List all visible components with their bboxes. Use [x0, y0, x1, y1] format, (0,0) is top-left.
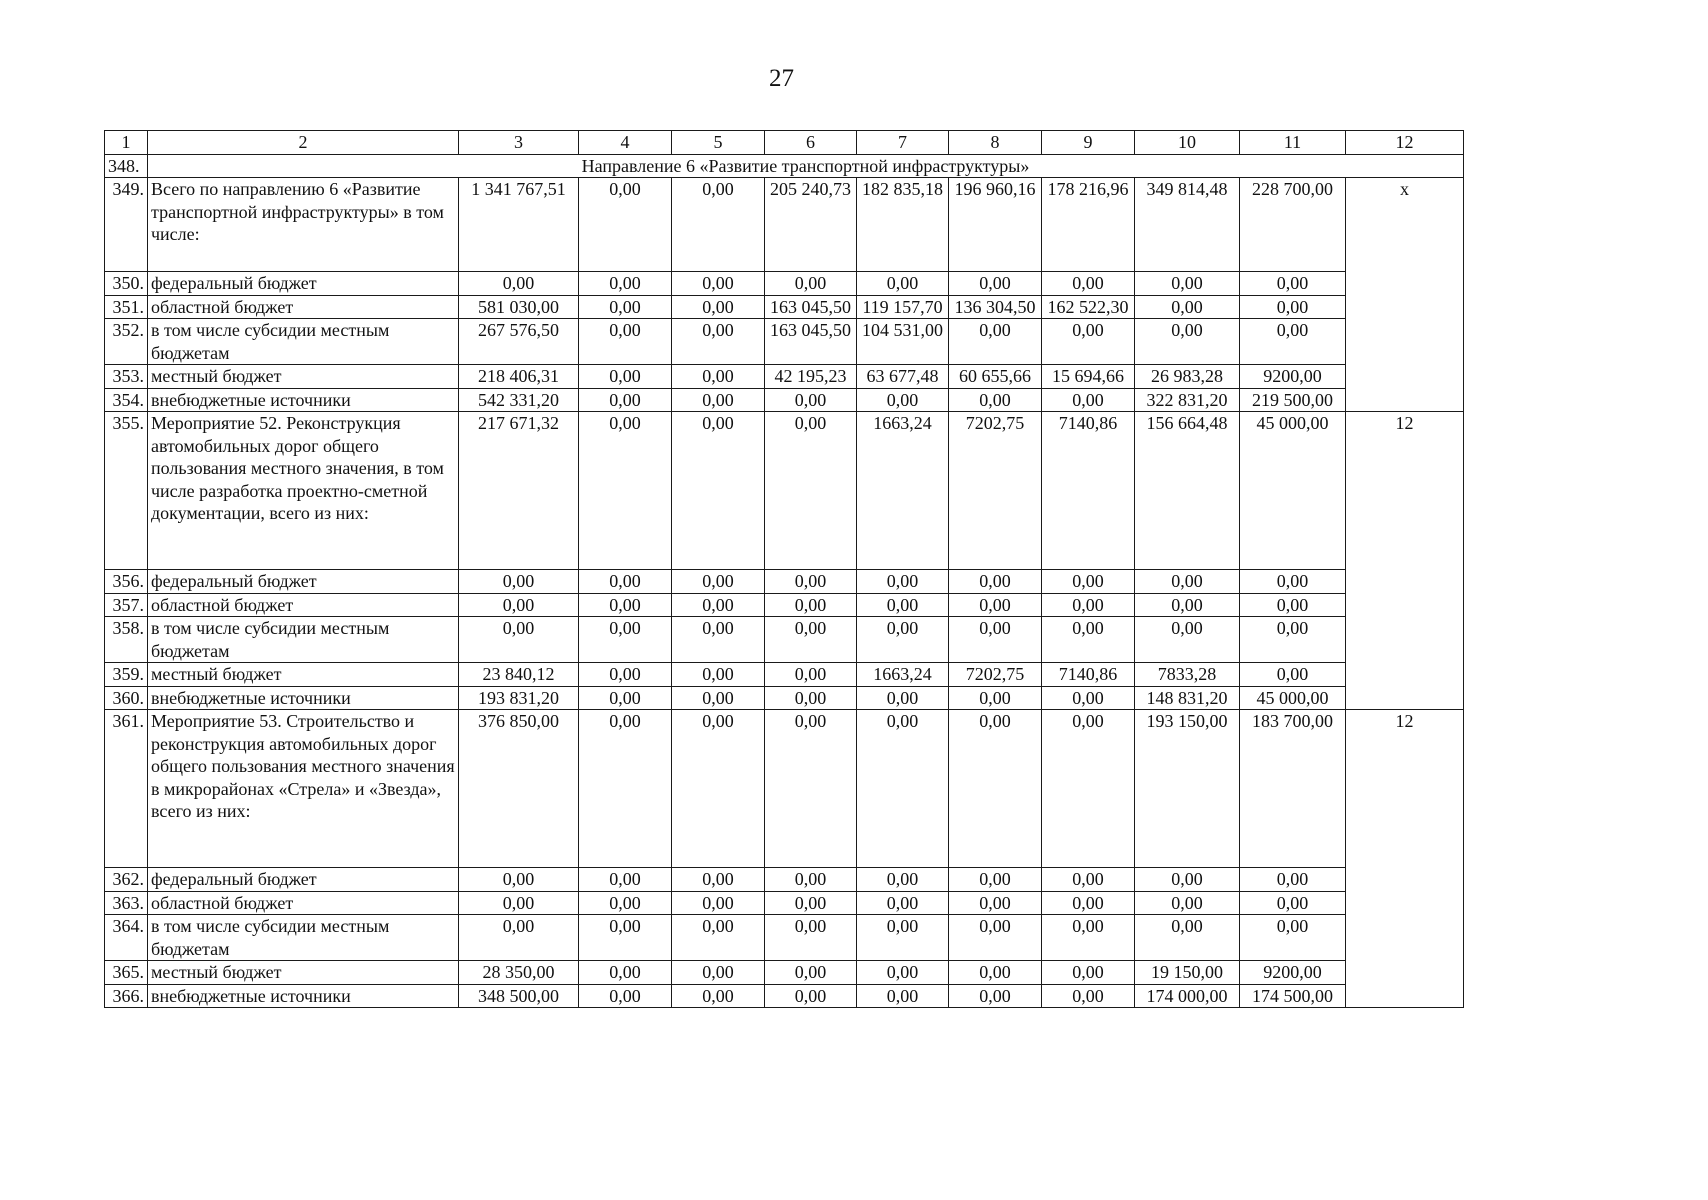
- value-cell-col-9: 0,00: [1042, 961, 1135, 985]
- value-cell-col-11: 45 000,00: [1240, 686, 1346, 710]
- value-cell-col-8: 136 304,50: [949, 295, 1042, 319]
- row-number: 355.: [105, 412, 148, 570]
- value-cell-col-11: 0,00: [1240, 915, 1346, 961]
- value-cell-col-11: 0,00: [1240, 663, 1346, 687]
- value-cell-col-8: 7202,75: [949, 412, 1042, 570]
- value-cell-col-4: 0,00: [579, 710, 672, 868]
- column-header: 1: [105, 131, 148, 155]
- column-header: 9: [1042, 131, 1135, 155]
- value-cell-col-3: 23 840,12: [459, 663, 579, 687]
- row-number: 365.: [105, 961, 148, 985]
- value-cell-col-3: 581 030,00: [459, 295, 579, 319]
- value-cell-col-5: 0,00: [672, 365, 765, 389]
- value-cell-col-9: 7140,86: [1042, 663, 1135, 687]
- row-number: 354.: [105, 388, 148, 412]
- value-cell-col-7: 0,00: [857, 710, 949, 868]
- value-cell-col-4: 0,00: [579, 686, 672, 710]
- table-row: [105, 710, 1464, 868]
- value-cell-col-11: 45 000,00: [1240, 412, 1346, 570]
- row-number: 361.: [105, 710, 148, 868]
- value-cell-col-4: 0,00: [579, 295, 672, 319]
- value-cell-col-3: 0,00: [459, 891, 579, 915]
- value-cell-col-5: 0,00: [672, 388, 765, 412]
- value-cell-col-8: 0,00: [949, 388, 1042, 412]
- value-cell-col-3: 0,00: [459, 570, 579, 594]
- value-cell-col-3: 267 576,50: [459, 319, 579, 365]
- value-cell-col-5: 0,00: [672, 570, 765, 594]
- value-cell-col-4: 0,00: [579, 891, 672, 915]
- value-cell-col-8: 0,00: [949, 961, 1042, 985]
- value-cell-col-9: 0,00: [1042, 272, 1135, 296]
- column-header: 12: [1346, 131, 1464, 155]
- value-cell-col-4: 0,00: [579, 663, 672, 687]
- value-cell-col-8: 0,00: [949, 891, 1042, 915]
- value-cell-col-11: 0,00: [1240, 319, 1346, 365]
- table-row: [105, 570, 1464, 594]
- row-label: внебюджетные источники: [148, 686, 459, 710]
- value-cell-col-3: 217 671,32: [459, 412, 579, 570]
- value-cell-col-11: 9200,00: [1240, 365, 1346, 389]
- row-number: 364.: [105, 915, 148, 961]
- value-cell-col-5: 0,00: [672, 593, 765, 617]
- value-cell-col-10: 0,00: [1135, 915, 1240, 961]
- value-cell-col-7: 0,00: [857, 891, 949, 915]
- value-cell-col-7: 0,00: [857, 570, 949, 594]
- section-row: [105, 154, 1464, 178]
- value-cell-col-4: 0,00: [579, 178, 672, 272]
- value-cell-col-6: 163 045,50: [765, 319, 857, 365]
- value-cell-col-6: 0,00: [765, 915, 857, 961]
- value-cell-col-8: 196 960,16: [949, 178, 1042, 272]
- value-cell-col-7: 0,00: [857, 984, 949, 1008]
- table-row: [105, 915, 1464, 961]
- value-cell-col-6: 0,00: [765, 891, 857, 915]
- value-cell-col-7: 0,00: [857, 617, 949, 663]
- value-cell-col-6: 0,00: [765, 593, 857, 617]
- value-cell-col-8: 0,00: [949, 686, 1042, 710]
- value-cell-col-8: 0,00: [949, 984, 1042, 1008]
- value-cell-col-8: 0,00: [949, 868, 1042, 892]
- table-row: [105, 984, 1464, 1008]
- value-cell-col-8: 0,00: [949, 593, 1042, 617]
- value-cell-col-11: 219 500,00: [1240, 388, 1346, 412]
- value-cell-col-10: 0,00: [1135, 593, 1240, 617]
- column-header: 4: [579, 131, 672, 155]
- table-row: [105, 412, 1464, 570]
- value-cell-col-6: 163 045,50: [765, 295, 857, 319]
- row-number: 351.: [105, 295, 148, 319]
- value-cell-col-8: 0,00: [949, 272, 1042, 296]
- value-cell-col-5: 0,00: [672, 710, 765, 868]
- value-cell-col-11: 174 500,00: [1240, 984, 1346, 1008]
- column-header: 8: [949, 131, 1042, 155]
- value-cell-col-11: 0,00: [1240, 272, 1346, 296]
- value-cell-col-5: 0,00: [672, 984, 765, 1008]
- value-cell-col-6: 0,00: [765, 868, 857, 892]
- table-body: [105, 131, 1464, 1008]
- column-header: 3: [459, 131, 579, 155]
- column-header: 2: [148, 131, 459, 155]
- value-cell-col-4: 0,00: [579, 984, 672, 1008]
- row-label: областной бюджет: [148, 295, 459, 319]
- row-number: 349.: [105, 178, 148, 272]
- value-cell-col-10: 0,00: [1135, 868, 1240, 892]
- value-cell-col-9: 0,00: [1042, 984, 1135, 1008]
- table-row: [105, 388, 1464, 412]
- row-number: 359.: [105, 663, 148, 687]
- value-cell-col-7: 182 835,18: [857, 178, 949, 272]
- value-cell-col-11: 9200,00: [1240, 961, 1346, 985]
- value-cell-col-10: 0,00: [1135, 319, 1240, 365]
- value-cell-col-7: 0,00: [857, 686, 949, 710]
- value-cell-col-5: 0,00: [672, 617, 765, 663]
- budget-table: [104, 130, 1464, 1008]
- value-cell-col-3: 376 850,00: [459, 710, 579, 868]
- value-cell-col-4: 0,00: [579, 272, 672, 296]
- value-cell-col-9: 0,00: [1042, 686, 1135, 710]
- column-header: 5: [672, 131, 765, 155]
- value-cell-col-3: 193 831,20: [459, 686, 579, 710]
- value-cell-col-7: 1663,24: [857, 412, 949, 570]
- value-cell-col-6: 0,00: [765, 961, 857, 985]
- value-cell-col-7: 0,00: [857, 868, 949, 892]
- value-cell-col-9: 0,00: [1042, 891, 1135, 915]
- column-header-row: [105, 131, 1464, 155]
- value-cell-col-5: 0,00: [672, 295, 765, 319]
- value-cell-col-10: 174 000,00: [1135, 984, 1240, 1008]
- table-row: [105, 272, 1464, 296]
- value-cell-col-4: 0,00: [579, 412, 672, 570]
- col12-cell: 12: [1346, 412, 1464, 710]
- row-label: в том числе субсидии местным бюджетам: [148, 915, 459, 961]
- row-label: местный бюджет: [148, 365, 459, 389]
- table-row: [105, 593, 1464, 617]
- row-number: 358.: [105, 617, 148, 663]
- value-cell-col-10: 7833,28: [1135, 663, 1240, 687]
- value-cell-col-9: 0,00: [1042, 388, 1135, 412]
- value-cell-col-3: 1 341 767,51: [459, 178, 579, 272]
- row-label: областной бюджет: [148, 891, 459, 915]
- value-cell-col-3: 0,00: [459, 617, 579, 663]
- value-cell-col-11: 0,00: [1240, 593, 1346, 617]
- column-header: 10: [1135, 131, 1240, 155]
- section-number: 348.: [105, 154, 148, 178]
- row-label: федеральный бюджет: [148, 272, 459, 296]
- row-label: местный бюджет: [148, 663, 459, 687]
- value-cell-col-9: 0,00: [1042, 915, 1135, 961]
- value-cell-col-3: 0,00: [459, 272, 579, 296]
- col12-cell: х: [1346, 178, 1464, 412]
- value-cell-col-4: 0,00: [579, 593, 672, 617]
- value-cell-col-4: 0,00: [579, 319, 672, 365]
- row-number: 356.: [105, 570, 148, 594]
- value-cell-col-11: 0,00: [1240, 891, 1346, 915]
- value-cell-col-11: 0,00: [1240, 295, 1346, 319]
- row-number: 353.: [105, 365, 148, 389]
- row-label: областной бюджет: [148, 593, 459, 617]
- row-label: Всего по направлению 6 «Развитие транспортной инфраструктуры» в том числе:: [148, 178, 459, 272]
- value-cell-col-9: 0,00: [1042, 570, 1135, 594]
- value-cell-col-6: 0,00: [765, 984, 857, 1008]
- value-cell-col-3: 28 350,00: [459, 961, 579, 985]
- row-label: федеральный бюджет: [148, 868, 459, 892]
- value-cell-col-11: 183 700,00: [1240, 710, 1346, 868]
- value-cell-col-3: 218 406,31: [459, 365, 579, 389]
- col12-cell: 12: [1346, 710, 1464, 1008]
- value-cell-col-5: 0,00: [672, 412, 765, 570]
- value-cell-col-7: 0,00: [857, 272, 949, 296]
- value-cell-col-3: 0,00: [459, 868, 579, 892]
- value-cell-col-10: 0,00: [1135, 295, 1240, 319]
- row-label: в том числе субсидии местным бюджетам: [148, 617, 459, 663]
- value-cell-col-3: 542 331,20: [459, 388, 579, 412]
- value-cell-col-7: 0,00: [857, 388, 949, 412]
- column-header: 11: [1240, 131, 1346, 155]
- row-number: 366.: [105, 984, 148, 1008]
- value-cell-col-4: 0,00: [579, 617, 672, 663]
- value-cell-col-6: 205 240,73: [765, 178, 857, 272]
- value-cell-col-11: 0,00: [1240, 868, 1346, 892]
- value-cell-col-5: 0,00: [672, 686, 765, 710]
- value-cell-col-4: 0,00: [579, 570, 672, 594]
- row-label: Мероприятие 53. Строительство и реконструкция автомобильных дорог общего пользования местного значения в микрорайонах «Стрела» и «Звезда», всего из них:: [148, 710, 459, 868]
- value-cell-col-9: 178 216,96: [1042, 178, 1135, 272]
- page-number: 27: [769, 65, 794, 92]
- value-cell-col-10: 0,00: [1135, 272, 1240, 296]
- value-cell-col-9: 0,00: [1042, 868, 1135, 892]
- value-cell-col-8: 60 655,66: [949, 365, 1042, 389]
- row-label: Мероприятие 52. Реконструкция автомобильных дорог общего пользования местного значения, в том числе разработка проектно-сметной документации, всего из них:: [148, 412, 459, 570]
- value-cell-col-11: 0,00: [1240, 570, 1346, 594]
- table-row: [105, 319, 1464, 365]
- section-title: Направление 6 «Развитие транспортной инфраструктуры»: [148, 154, 1464, 178]
- value-cell-col-8: 0,00: [949, 915, 1042, 961]
- table-row: [105, 365, 1464, 389]
- table-row: [105, 663, 1464, 687]
- value-cell-col-9: 162 522,30: [1042, 295, 1135, 319]
- value-cell-col-10: 193 150,00: [1135, 710, 1240, 868]
- value-cell-col-9: 7140,86: [1042, 412, 1135, 570]
- row-number: 360.: [105, 686, 148, 710]
- row-number: 357.: [105, 593, 148, 617]
- value-cell-col-5: 0,00: [672, 961, 765, 985]
- value-cell-col-4: 0,00: [579, 365, 672, 389]
- value-cell-col-3: 0,00: [459, 593, 579, 617]
- value-cell-col-5: 0,00: [672, 915, 765, 961]
- value-cell-col-6: 0,00: [765, 412, 857, 570]
- value-cell-col-6: 0,00: [765, 617, 857, 663]
- value-cell-col-5: 0,00: [672, 319, 765, 365]
- column-header: 6: [765, 131, 857, 155]
- row-label: внебюджетные источники: [148, 984, 459, 1008]
- table-row: [105, 891, 1464, 915]
- value-cell-col-8: 0,00: [949, 617, 1042, 663]
- value-cell-col-10: 0,00: [1135, 570, 1240, 594]
- table-row: [105, 961, 1464, 985]
- value-cell-col-7: 0,00: [857, 915, 949, 961]
- value-cell-col-5: 0,00: [672, 663, 765, 687]
- value-cell-col-5: 0,00: [672, 178, 765, 272]
- value-cell-col-4: 0,00: [579, 961, 672, 985]
- value-cell-col-3: 348 500,00: [459, 984, 579, 1008]
- value-cell-col-10: 349 814,48: [1135, 178, 1240, 272]
- value-cell-col-6: 0,00: [765, 710, 857, 868]
- value-cell-col-11: 0,00: [1240, 617, 1346, 663]
- value-cell-col-9: 0,00: [1042, 593, 1135, 617]
- value-cell-col-10: 156 664,48: [1135, 412, 1240, 570]
- value-cell-col-6: 42 195,23: [765, 365, 857, 389]
- value-cell-col-7: 63 677,48: [857, 365, 949, 389]
- value-cell-col-9: 0,00: [1042, 617, 1135, 663]
- row-number: 352.: [105, 319, 148, 365]
- value-cell-col-5: 0,00: [672, 868, 765, 892]
- value-cell-col-6: 0,00: [765, 388, 857, 412]
- value-cell-col-7: 1663,24: [857, 663, 949, 687]
- value-cell-col-10: 322 831,20: [1135, 388, 1240, 412]
- value-cell-col-7: 104 531,00: [857, 319, 949, 365]
- value-cell-col-8: 0,00: [949, 710, 1042, 868]
- row-label: в том числе субсидии местным бюджетам: [148, 319, 459, 365]
- value-cell-col-6: 0,00: [765, 663, 857, 687]
- value-cell-col-10: 19 150,00: [1135, 961, 1240, 985]
- value-cell-col-4: 0,00: [579, 915, 672, 961]
- value-cell-col-6: 0,00: [765, 570, 857, 594]
- value-cell-col-4: 0,00: [579, 388, 672, 412]
- value-cell-col-6: 0,00: [765, 686, 857, 710]
- value-cell-col-5: 0,00: [672, 272, 765, 296]
- value-cell-col-6: 0,00: [765, 272, 857, 296]
- table-row: [105, 178, 1464, 272]
- value-cell-col-9: 15 694,66: [1042, 365, 1135, 389]
- value-cell-col-8: 0,00: [949, 570, 1042, 594]
- value-cell-col-10: 0,00: [1135, 617, 1240, 663]
- row-number: 363.: [105, 891, 148, 915]
- value-cell-col-3: 0,00: [459, 915, 579, 961]
- value-cell-col-9: 0,00: [1042, 710, 1135, 868]
- value-cell-col-4: 0,00: [579, 868, 672, 892]
- row-label: федеральный бюджет: [148, 570, 459, 594]
- row-label: внебюджетные источники: [148, 388, 459, 412]
- table-row: [105, 617, 1464, 663]
- value-cell-col-10: 26 983,28: [1135, 365, 1240, 389]
- value-cell-col-10: 148 831,20: [1135, 686, 1240, 710]
- table-row: [105, 686, 1464, 710]
- value-cell-col-7: 0,00: [857, 593, 949, 617]
- value-cell-col-7: 119 157,70: [857, 295, 949, 319]
- value-cell-col-8: 7202,75: [949, 663, 1042, 687]
- table-row: [105, 295, 1464, 319]
- table-row: [105, 868, 1464, 892]
- row-number: 362.: [105, 868, 148, 892]
- row-label: местный бюджет: [148, 961, 459, 985]
- value-cell-col-9: 0,00: [1042, 319, 1135, 365]
- value-cell-col-7: 0,00: [857, 961, 949, 985]
- row-number: 350.: [105, 272, 148, 296]
- value-cell-col-11: 228 700,00: [1240, 178, 1346, 272]
- value-cell-col-10: 0,00: [1135, 891, 1240, 915]
- value-cell-col-8: 0,00: [949, 319, 1042, 365]
- column-header: 7: [857, 131, 949, 155]
- value-cell-col-5: 0,00: [672, 891, 765, 915]
